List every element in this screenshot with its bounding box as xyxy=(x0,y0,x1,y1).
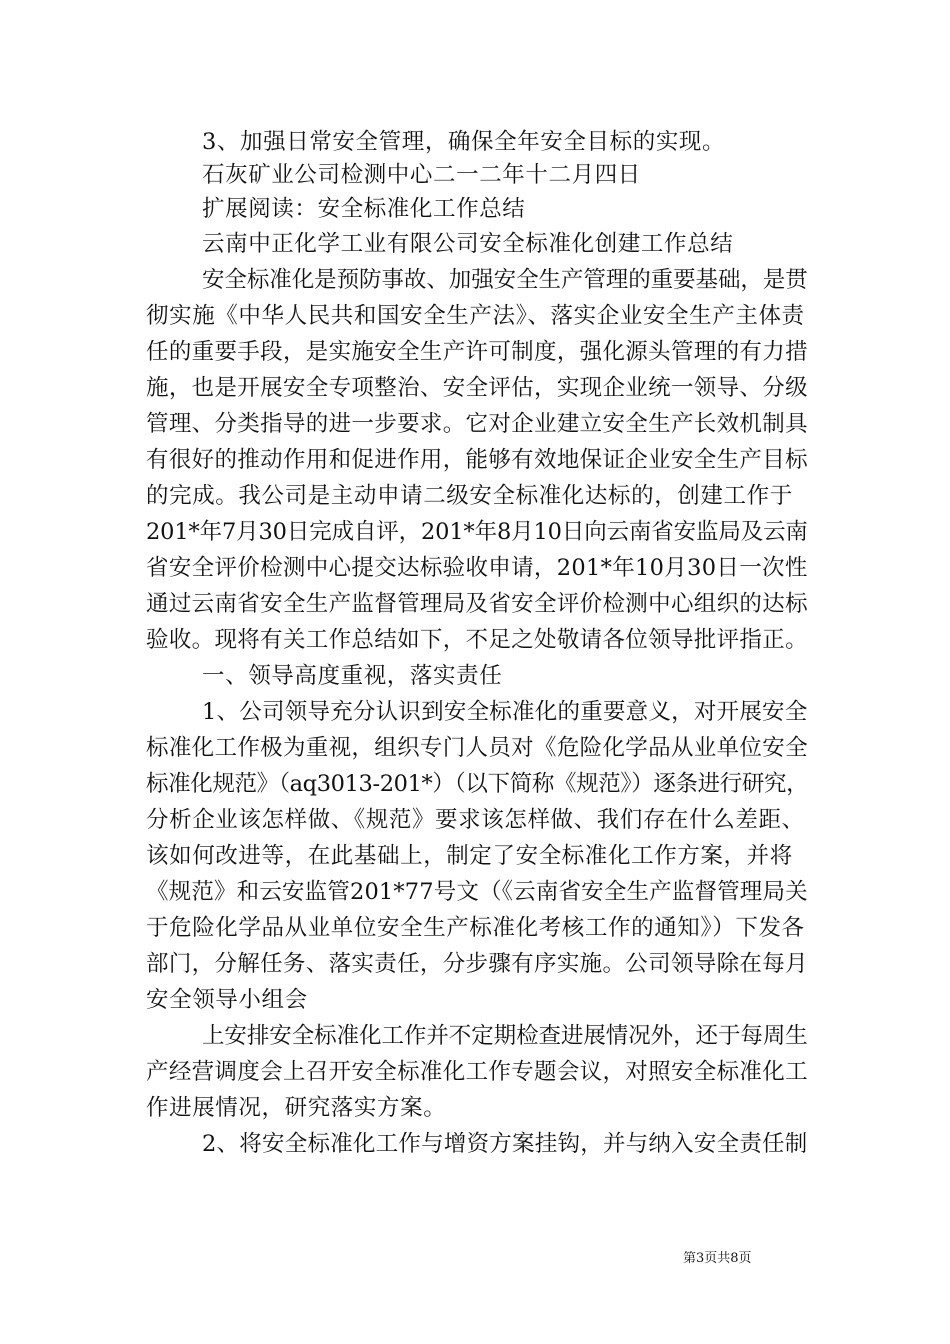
text-line-9: 管理、分类指导的进一步要求。它对企业建立安全生产长效机制具 xyxy=(146,411,808,437)
text-line-20: 分析企业该怎样做、《规范》要求该怎样做、我们存在什么差距、 xyxy=(146,807,805,833)
text-line-27: 产经营调度会上召开安全标准化工作专题会议，对照安全标准化工 xyxy=(146,1059,808,1085)
text-line-24: 部门，分解任务、落实责任，分步骤有序实施。公司领导除在每月 xyxy=(146,951,808,977)
text-line-21: 该如何改进等，在此基础上，制定了安全标准化工作方案，并将 xyxy=(146,843,793,869)
section-heading: 一、领导高度重视，落实责任 xyxy=(202,663,503,689)
text-line-19: 标准化规范》（aq3013-201*）（以下简称《规范》）逐条进行研究， xyxy=(146,771,809,797)
text-line-13: 省安全评价检测中心提交达标验收申请，201*年10月30日一次性 xyxy=(146,555,808,581)
text-line-6: 彻实施《中华人民共和国安全生产法》、落实企业安全生产主体责 xyxy=(146,303,805,329)
text-line-26: 上安排安全标准化工作并不定期检查进展情况外，还于每周生 xyxy=(202,1023,808,1049)
text-line-11: 的完成。我公司是主动申请二级安全标准化达标的，创建工作于 xyxy=(146,483,793,509)
text-line-10: 有很好的推动作用和促进作用，能够有效地保证企业安全生产目标 xyxy=(146,447,808,473)
text-line-29: 2、将安全标准化工作与增资方案挂钩，并与纳入安全责任制 xyxy=(202,1131,808,1157)
page-number-footer: 第3页共8页 xyxy=(683,1251,752,1266)
text-line-1: 3、加强日常安全管理，确保全年安全目标的实现。 xyxy=(202,129,726,155)
text-line-23: 于危险化学品从业单位安全生产标准化考核工作的通知》）下发各 xyxy=(146,915,805,941)
text-line-18: 标准化工作极为重视，组织专门人员对《危险化学品从业单位安全 xyxy=(146,735,808,761)
text-line-12: 201*年7月30日完成自评，201*年8月10日向云南省安监局及云南 xyxy=(146,519,808,545)
text-line-22: 《规范》和云安监管201*77号文（《云南省安全生产监督管理局关 xyxy=(146,879,808,905)
text-line-14: 通过云南省安全生产监督管理局及省安全评价检测中心组织的达标 xyxy=(146,591,808,617)
text-line-25: 安全领导小组会 xyxy=(146,987,308,1013)
text-line-28: 作进展情况，研究落实方案。 xyxy=(146,1095,447,1121)
text-line-2: 石灰矿业公司检测中心二一二年十二月四日 xyxy=(202,162,641,188)
text-line-7: 任的重要手段，是实施安全生产许可制度，强化源头管理的有力措 xyxy=(146,339,808,365)
text-line-15: 验收。现将有关工作总结如下，不足之处敬请各位领导批评指正。 xyxy=(146,627,808,653)
text-line-4: 云南中正化学工业有限公司安全标准化创建工作总结 xyxy=(202,231,734,257)
text-line-3: 扩展阅读：安全标准化工作总结 xyxy=(202,196,526,222)
text-line-17: 1、公司领导充分认识到安全标准化的重要意义，对开展安全 xyxy=(202,699,808,725)
text-line-8: 施，也是开展安全专项整治、安全评估，实现企业统一领导、分级 xyxy=(146,375,808,401)
text-line-5: 安全标准化是预防事故、加强安全生产管理的重要基础，是贯 xyxy=(202,267,808,293)
